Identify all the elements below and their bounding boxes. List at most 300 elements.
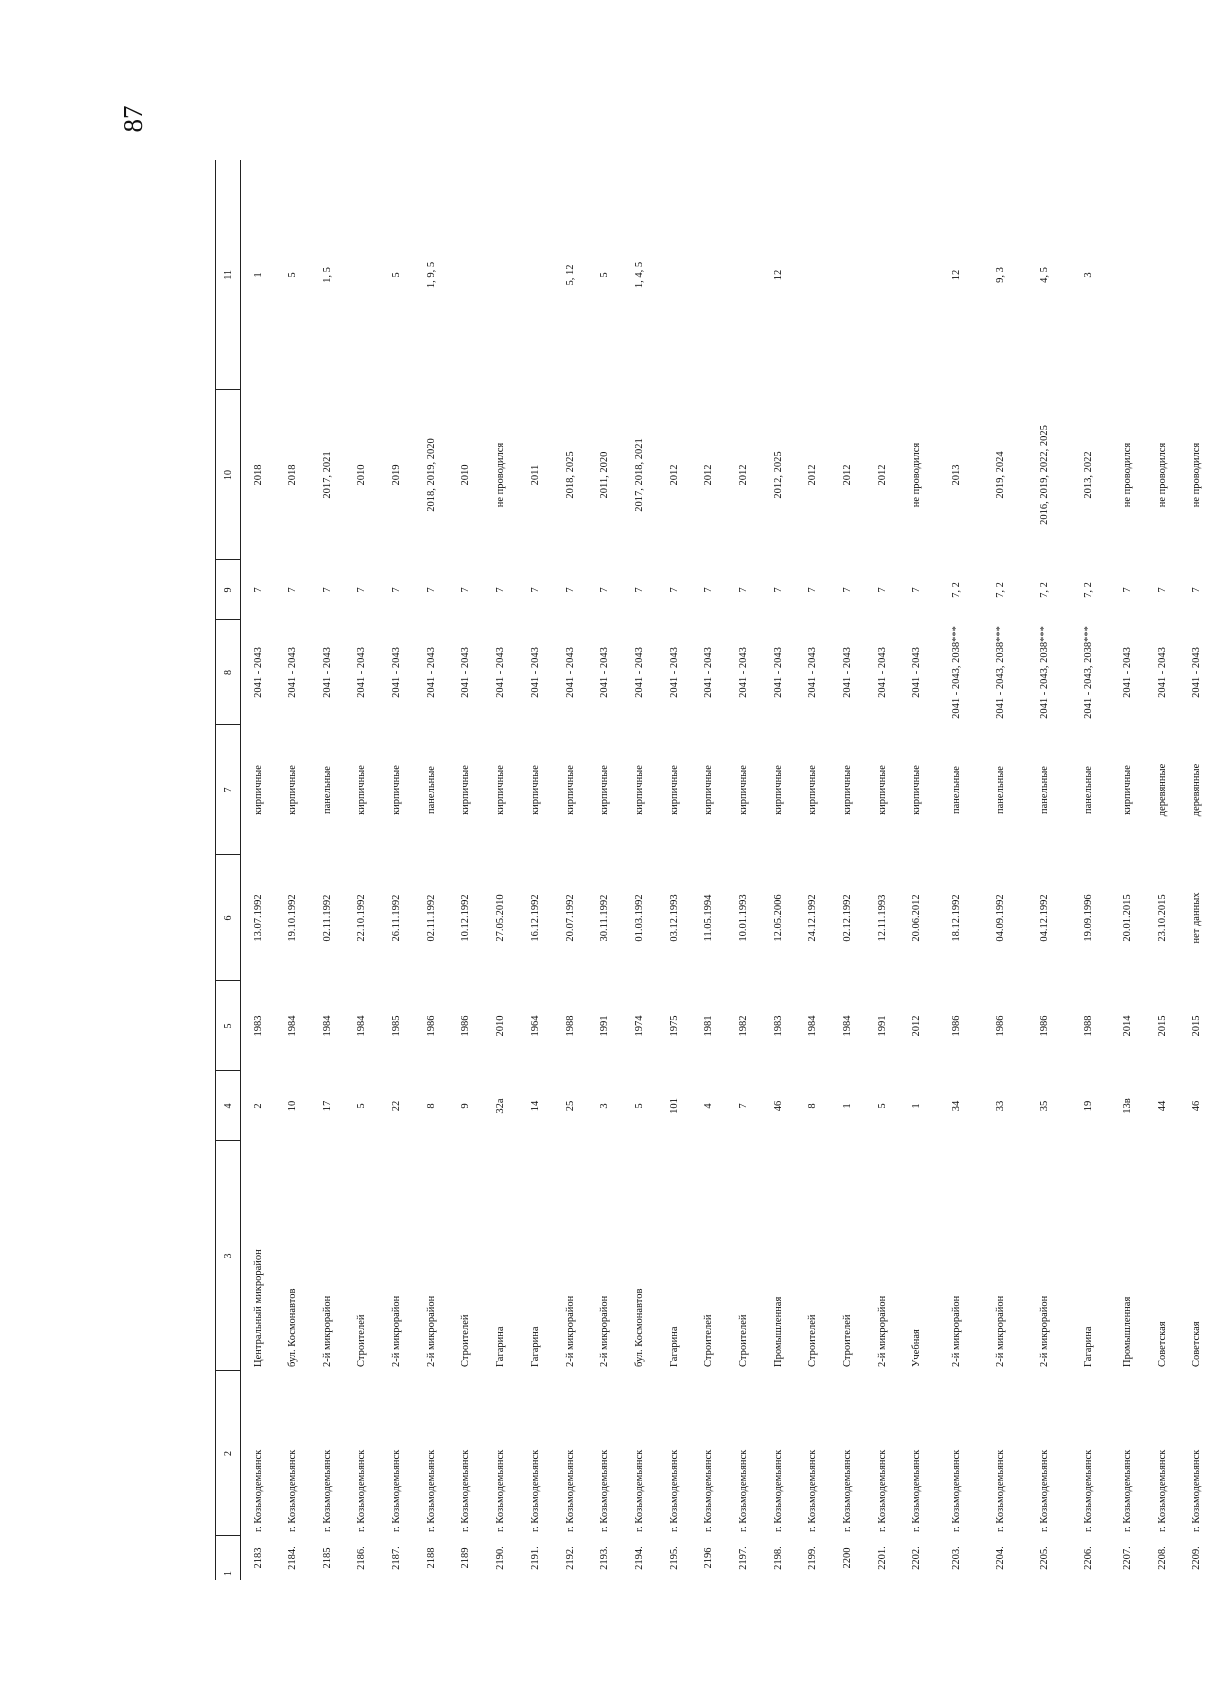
street-cell: 2-й микрорайон	[391, 1295, 403, 1367]
column-11-cell: 5	[599, 272, 611, 278]
build-year-cell: 1974	[633, 1015, 645, 1037]
street-cell: бул. Космонавтов	[633, 1288, 645, 1367]
city-cell: г. Козьмодемьянск	[391, 1449, 403, 1532]
row-number: 2193.	[599, 1546, 611, 1570]
table-row	[449, 160, 484, 1580]
repair-period-cell: 2041 - 2043	[356, 647, 368, 698]
wall-material-cell: кирпичные	[772, 765, 784, 815]
repair-period-cell: 2041 - 2043	[668, 647, 680, 698]
row-number: 2195.	[668, 1546, 680, 1570]
build-year-cell: 1975	[668, 1015, 680, 1037]
column-9-cell: 7	[356, 587, 368, 593]
column-11-cell	[449, 160, 484, 390]
repair-period-cell: 2041 - 2043	[599, 647, 611, 698]
street-cell: 2-й микрорайон	[1038, 1295, 1050, 1367]
city-cell: г. Козьмодемьянск	[876, 1449, 888, 1532]
city-cell: г. Козьмодемьянск	[737, 1449, 749, 1532]
repair-years-cell: 2012	[737, 464, 749, 486]
wall-material-cell: кирпичные	[287, 765, 299, 815]
date-cell: 18.12.1992	[950, 894, 962, 942]
row-number: 2187.	[391, 1546, 403, 1570]
build-year-cell: 1986	[950, 1015, 962, 1037]
repair-years-cell: 2012, 2025	[772, 451, 784, 499]
table-row	[553, 160, 588, 1580]
build-year-cell: 1986	[994, 1015, 1006, 1037]
house-number-cell: 10	[287, 1100, 299, 1112]
wall-material-cell: панельные	[994, 766, 1006, 814]
house-number-cell: 35	[1038, 1100, 1050, 1112]
date-cell: 01.03.1992	[633, 894, 645, 942]
row-number: 2204.	[994, 1546, 1006, 1570]
repair-years-cell: 2017, 2018, 2021	[633, 438, 645, 512]
column-9-cell: 7	[252, 587, 264, 593]
repair-years-cell: 2012	[876, 464, 888, 486]
house-number-cell: 14	[529, 1100, 541, 1112]
repair-years-cell: 2018	[252, 464, 264, 486]
wall-material-cell: кирпичные	[391, 765, 403, 815]
city-cell: г. Козьмодемьянск	[668, 1449, 680, 1532]
page-number: 87	[118, 105, 148, 133]
city-cell: г. Козьмодемьянск	[911, 1449, 923, 1532]
column-11-cell: 3	[1082, 272, 1094, 278]
column-header-9: 9	[216, 560, 241, 620]
repair-years-cell: 2011, 2020	[599, 451, 611, 499]
repair-period-cell: 2041 - 2043	[460, 647, 472, 698]
date-cell: 16.12.1992	[529, 894, 541, 942]
column-11-cell: 5	[391, 272, 403, 278]
date-cell: 19.09.1996	[1082, 894, 1094, 942]
table-row	[657, 160, 692, 1580]
column-9-cell: 7	[807, 587, 819, 593]
street-cell: 2-й микрорайон	[994, 1295, 1006, 1367]
table-row	[587, 160, 622, 1580]
table-row	[1145, 160, 1180, 1580]
row-number: 2200	[842, 1547, 854, 1569]
column-9-cell: 7, 2	[1082, 582, 1094, 598]
table-row	[1110, 160, 1145, 1580]
column-9-cell: 7	[1191, 587, 1203, 593]
build-year-cell: 1964	[529, 1015, 541, 1037]
column-11-cell	[1180, 160, 1215, 390]
date-cell: нет данных	[1191, 892, 1203, 944]
row-number: 2206.	[1082, 1546, 1094, 1570]
column-9-cell: 7, 2	[950, 582, 962, 598]
build-year-cell: 1983	[252, 1015, 264, 1037]
build-year-cell: 2014	[1122, 1015, 1134, 1037]
repair-years-cell: 2019	[391, 464, 403, 486]
table-row	[691, 160, 726, 1580]
wall-material-cell: кирпичные	[1122, 765, 1134, 815]
table-row	[978, 160, 1022, 1580]
house-number-cell: 22	[391, 1100, 403, 1112]
city-cell: г. Козьмодемьянск	[772, 1449, 784, 1532]
house-number-cell: 7	[737, 1103, 749, 1109]
city-cell: г. Козьмодемьянск	[842, 1449, 854, 1532]
column-header-7: 7	[216, 725, 241, 855]
build-year-cell: 1986	[460, 1015, 472, 1037]
column-9-cell: 7	[911, 587, 923, 593]
column-9-cell: 7	[737, 587, 749, 593]
repair-period-cell: 2041 - 2043	[321, 647, 333, 698]
repair-period-cell: 2041 - 2043	[425, 647, 437, 698]
street-cell: бул. Космонавтов	[287, 1288, 299, 1367]
wall-material-cell: деревянные	[1156, 763, 1168, 817]
date-cell: 02.12.1992	[842, 894, 854, 942]
row-number: 2191.	[529, 1546, 541, 1570]
date-cell: 11.05.1994	[703, 894, 715, 942]
repair-period-cell: 2041 - 2043	[391, 647, 403, 698]
date-cell: 19.10.1992	[287, 894, 299, 942]
column-9-cell: 7	[703, 587, 715, 593]
column-11-cell	[345, 160, 380, 390]
wall-material-cell: кирпичные	[842, 765, 854, 815]
repair-period-cell: 2041 - 2043	[807, 647, 819, 698]
column-9-cell: 7	[876, 587, 888, 593]
city-cell: г. Козьмодемьянск	[321, 1449, 333, 1532]
street-cell: Советская	[1191, 1321, 1203, 1367]
repair-years-cell: не проводился	[1156, 442, 1168, 508]
repair-period-cell: 2041 - 2043, 2038***	[994, 626, 1006, 719]
repair-years-cell: 2012	[668, 464, 680, 486]
house-number-cell: 3	[599, 1103, 611, 1109]
street-cell: Гагарина	[668, 1326, 680, 1367]
house-number-cell: 32а	[495, 1098, 507, 1114]
column-11-cell	[691, 160, 726, 390]
wall-material-cell: панельные	[950, 766, 962, 814]
repair-period-cell: 2041 - 2043	[1191, 647, 1203, 698]
wall-material-cell: панельные	[1082, 766, 1094, 814]
wall-material-cell: кирпичные	[495, 765, 507, 815]
column-header-4: 4	[216, 1071, 241, 1141]
city-cell: г. Козьмодемьянск	[252, 1449, 264, 1532]
street-cell: Гагарина	[529, 1326, 541, 1367]
house-number-cell: 2	[252, 1103, 264, 1109]
build-year-cell: 1991	[599, 1015, 611, 1037]
table-row	[900, 160, 935, 1580]
repair-period-cell: 2041 - 2043	[737, 647, 749, 698]
column-9-cell: 7	[842, 587, 854, 593]
house-number-cell: 13в	[1122, 1098, 1134, 1114]
house-number-cell: 8	[807, 1103, 819, 1109]
repair-years-cell: 2017, 2021	[321, 451, 333, 499]
table-row	[1022, 160, 1066, 1580]
repair-years-cell: 2010	[460, 464, 472, 486]
column-header-1: 1	[216, 1536, 241, 1580]
street-cell: Строителей	[807, 1314, 819, 1367]
column-9-cell: 7, 2	[994, 582, 1006, 598]
column-9-cell: 7	[460, 587, 472, 593]
column-11-cell	[1110, 160, 1145, 390]
row-number: 2188	[425, 1547, 437, 1569]
repair-years-cell: 2012	[842, 464, 854, 486]
rotated-table-stage	[215, 160, 1225, 1580]
repair-period-cell: 2041 - 2043	[633, 647, 645, 698]
repair-years-cell: 2012	[807, 464, 819, 486]
date-cell: 24.12.1992	[807, 894, 819, 942]
column-9-cell: 7	[1122, 587, 1134, 593]
row-number: 2202.	[911, 1546, 923, 1570]
row-number: 2205.	[1038, 1546, 1050, 1570]
column-9-cell: 7	[495, 587, 507, 593]
wall-material-cell: кирпичные	[807, 765, 819, 815]
column-11-cell: 12	[950, 269, 962, 281]
wall-material-cell: панельные	[1038, 766, 1050, 814]
row-number: 2208.	[1156, 1546, 1168, 1570]
street-cell: 2-й микрорайон	[564, 1295, 576, 1367]
repair-period-cell: 2041 - 2043	[1122, 647, 1134, 698]
repair-period-cell: 2041 - 2043	[495, 647, 507, 698]
repair-years-cell: 2013, 2022	[1082, 451, 1094, 499]
city-cell: г. Козьмодемьянск	[564, 1449, 576, 1532]
city-cell: г. Козьмодемьянск	[460, 1449, 472, 1532]
wall-material-cell: кирпичные	[529, 765, 541, 815]
city-cell: г. Козьмодемьянск	[599, 1449, 611, 1532]
city-cell: г. Козьмодемьянск	[950, 1449, 962, 1532]
column-11-cell	[1145, 160, 1180, 390]
date-cell: 13.07.1992	[252, 894, 264, 942]
city-cell: г. Козьмодемьянск	[1038, 1449, 1050, 1532]
row-number: 2194.	[633, 1546, 645, 1570]
city-cell: г. Козьмодемьянск	[807, 1449, 819, 1532]
row-number: 2183	[252, 1547, 264, 1569]
repair-years-cell: не проводился	[495, 442, 507, 508]
street-cell: Центральный микрорайон	[252, 1249, 264, 1367]
build-year-cell: 1984	[321, 1015, 333, 1037]
table-row	[796, 160, 831, 1580]
row-number: 2209.	[1191, 1546, 1203, 1570]
repair-period-cell: 2041 - 2043	[564, 647, 576, 698]
column-11-cell: 1, 9, 5	[425, 261, 437, 289]
repair-period-cell: 2041 - 2043, 2038***	[1038, 626, 1050, 719]
repair-years-cell: 2010	[356, 464, 368, 486]
row-number: 2203.	[950, 1546, 962, 1570]
house-number-cell: 8	[425, 1103, 437, 1109]
repair-years-cell: 2016, 2019, 2022, 2025	[1038, 425, 1050, 525]
repair-period-cell: 2041 - 2043, 2038***	[950, 626, 962, 719]
house-number-cell: 25	[564, 1100, 576, 1112]
wall-material-cell: кирпичные	[460, 765, 472, 815]
street-cell: Промышленная	[772, 1296, 784, 1367]
repair-period-cell: 2041 - 2043	[703, 647, 715, 698]
build-year-cell: 1988	[564, 1015, 576, 1037]
column-9-cell: 7	[425, 587, 437, 593]
street-cell: 2-й микрорайон	[599, 1295, 611, 1367]
city-cell: г. Козьмодемьянск	[287, 1449, 299, 1532]
row-number: 2186.	[356, 1546, 368, 1570]
column-11-cell	[865, 160, 900, 390]
city-cell: г. Козьмодемьянск	[703, 1449, 715, 1532]
street-cell: Учебная	[911, 1329, 923, 1367]
repair-years-cell: 2018, 2019, 2020	[425, 438, 437, 512]
build-year-cell: 1991	[876, 1015, 888, 1037]
column-11-cell: 4, 5	[1038, 267, 1050, 283]
city-cell: г. Козьмодемьянск	[1082, 1449, 1094, 1532]
column-header-5: 5	[216, 981, 241, 1071]
table-row	[345, 160, 380, 1580]
column-11-cell: 1, 4, 5	[633, 261, 645, 289]
table-row	[310, 160, 345, 1580]
repair-period-cell: 2041 - 2043	[529, 647, 541, 698]
table-body	[241, 160, 1215, 1580]
column-11-cell	[726, 160, 761, 390]
repair-years-cell: 2012	[703, 464, 715, 486]
date-cell: 20.06.2012	[911, 894, 923, 942]
column-9-cell: 7	[1156, 587, 1168, 593]
house-number-cell: 5	[633, 1103, 645, 1109]
city-cell: г. Козьмодемьянск	[633, 1449, 645, 1532]
column-9-cell: 7	[529, 587, 541, 593]
column-9-cell: 7	[668, 587, 680, 593]
column-9-cell: 7	[633, 587, 645, 593]
city-cell: г. Козьмодемьянск	[425, 1449, 437, 1532]
date-cell: 04.09.1992	[994, 894, 1006, 942]
build-year-cell: 1988	[1082, 1015, 1094, 1037]
column-9-cell: 7	[321, 587, 333, 593]
row-number: 2197.	[737, 1546, 749, 1570]
date-cell: 02.11.1992	[321, 894, 333, 942]
street-cell: Советская	[1156, 1321, 1168, 1367]
repair-period-cell: 2041 - 2043	[252, 647, 264, 698]
row-number: 2207.	[1122, 1546, 1134, 1570]
city-cell: г. Козьмодемьянск	[495, 1449, 507, 1532]
date-cell: 12.05.2006	[772, 894, 784, 942]
date-cell: 27.05.2010	[495, 894, 507, 942]
street-cell: Строителей	[460, 1314, 472, 1367]
repair-period-cell: 2041 - 2043	[876, 647, 888, 698]
house-number-cell: 44	[1156, 1100, 1168, 1112]
row-number: 2192.	[564, 1546, 576, 1570]
table-row	[275, 160, 310, 1580]
housing-register-table	[215, 160, 1214, 1580]
street-cell: Гагарина	[495, 1326, 507, 1367]
street-cell: 2-й микрорайон	[876, 1295, 888, 1367]
house-number-cell: 4	[703, 1103, 715, 1109]
street-cell: Гагарина	[1082, 1326, 1094, 1367]
build-year-cell: 2015	[1191, 1015, 1203, 1037]
date-cell: 23.10.2015	[1156, 894, 1168, 942]
column-11-cell: 5, 12	[564, 264, 576, 286]
header-row	[216, 160, 241, 1580]
column-11-cell	[830, 160, 865, 390]
table-row	[830, 160, 865, 1580]
build-year-cell: 1986	[1038, 1015, 1050, 1037]
table-row	[1066, 160, 1110, 1580]
repair-period-cell: 2041 - 2043, 2038***	[1082, 626, 1094, 719]
house-number-cell: 101	[668, 1098, 680, 1114]
repair-years-cell: 2018	[287, 464, 299, 486]
build-year-cell: 2012	[911, 1015, 923, 1037]
date-cell: 26.11.1992	[391, 894, 403, 942]
street-cell: Строителей	[842, 1314, 854, 1367]
build-year-cell: 1983	[772, 1015, 784, 1037]
build-year-cell: 1984	[842, 1015, 854, 1037]
city-cell: г. Козьмодемьянск	[356, 1449, 368, 1532]
column-header-10: 10	[216, 390, 241, 560]
house-number-cell: 9	[460, 1103, 472, 1109]
wall-material-cell: деревянные	[1191, 763, 1203, 817]
house-number-cell: 1	[911, 1103, 923, 1109]
date-cell: 30.11.1992	[599, 894, 611, 942]
column-9-cell: 7	[391, 587, 403, 593]
column-header-8: 8	[216, 620, 241, 725]
column-header-2: 2	[216, 1371, 241, 1536]
column-11-cell	[483, 160, 518, 390]
row-number: 2189	[460, 1547, 472, 1569]
column-11-cell: 9, 3	[994, 267, 1006, 283]
column-11-cell	[518, 160, 553, 390]
column-11-cell	[900, 160, 935, 390]
date-cell: 12.11.1993	[876, 894, 888, 942]
wall-material-cell: кирпичные	[876, 765, 888, 815]
wall-material-cell: кирпичные	[252, 765, 264, 815]
repair-years-cell: 2019, 2024	[994, 451, 1006, 499]
house-number-cell: 19	[1082, 1100, 1094, 1112]
column-header-6: 6	[216, 855, 241, 981]
wall-material-cell: кирпичные	[737, 765, 749, 815]
table-row	[483, 160, 518, 1580]
repair-years-cell: 2013	[950, 464, 962, 486]
house-number-cell: 33	[994, 1100, 1006, 1112]
repair-years-cell: не проводился	[1122, 442, 1134, 508]
table-row	[726, 160, 761, 1580]
repair-period-cell: 2041 - 2043	[842, 647, 854, 698]
street-cell: 2-й микрорайон	[950, 1295, 962, 1367]
wall-material-cell: кирпичные	[599, 765, 611, 815]
table-header	[216, 160, 241, 1580]
column-header-11: 11	[216, 160, 241, 390]
wall-material-cell: кирпичные	[668, 765, 680, 815]
row-number: 2190.	[495, 1546, 507, 1570]
repair-period-cell: 2041 - 2043	[287, 647, 299, 698]
date-cell: 03.12.1993	[668, 894, 680, 942]
wall-material-cell: кирпичные	[703, 765, 715, 815]
column-11-cell	[657, 160, 692, 390]
build-year-cell: 2015	[1156, 1015, 1168, 1037]
build-year-cell: 2010	[495, 1015, 507, 1037]
house-number-cell: 17	[321, 1100, 333, 1112]
table-row	[241, 160, 276, 1580]
wall-material-cell: кирпичные	[356, 765, 368, 815]
column-header-3: 3	[216, 1141, 241, 1371]
repair-years-cell: 2011	[529, 464, 541, 486]
table-row	[518, 160, 553, 1580]
build-year-cell: 1984	[356, 1015, 368, 1037]
column-11-cell: 12	[772, 269, 784, 281]
build-year-cell: 1982	[737, 1015, 749, 1037]
table-row	[761, 160, 796, 1580]
house-number-cell: 5	[356, 1103, 368, 1109]
column-9-cell: 7	[772, 587, 784, 593]
street-cell: Строителей	[737, 1314, 749, 1367]
house-number-cell: 5	[876, 1103, 888, 1109]
repair-period-cell: 2041 - 2043	[1156, 647, 1168, 698]
build-year-cell: 1981	[703, 1015, 715, 1037]
date-cell: 02.11.1992	[425, 894, 437, 942]
date-cell: 22.10.1992	[356, 894, 368, 942]
column-9-cell: 7, 2	[1038, 582, 1050, 598]
date-cell: 04.12.1992	[1038, 894, 1050, 942]
wall-material-cell: кирпичные	[633, 765, 645, 815]
column-9-cell: 7	[287, 587, 299, 593]
date-cell: 20.01.2015	[1122, 894, 1134, 942]
house-number-cell: 34	[950, 1100, 962, 1112]
street-cell: 2-й микрорайон	[321, 1295, 333, 1367]
row-number: 2198.	[772, 1546, 784, 1570]
street-cell: 2-й микрорайон	[425, 1295, 437, 1367]
column-9-cell: 7	[599, 587, 611, 593]
repair-years-cell: не проводился	[1191, 442, 1203, 508]
street-cell: Строителей	[703, 1314, 715, 1367]
